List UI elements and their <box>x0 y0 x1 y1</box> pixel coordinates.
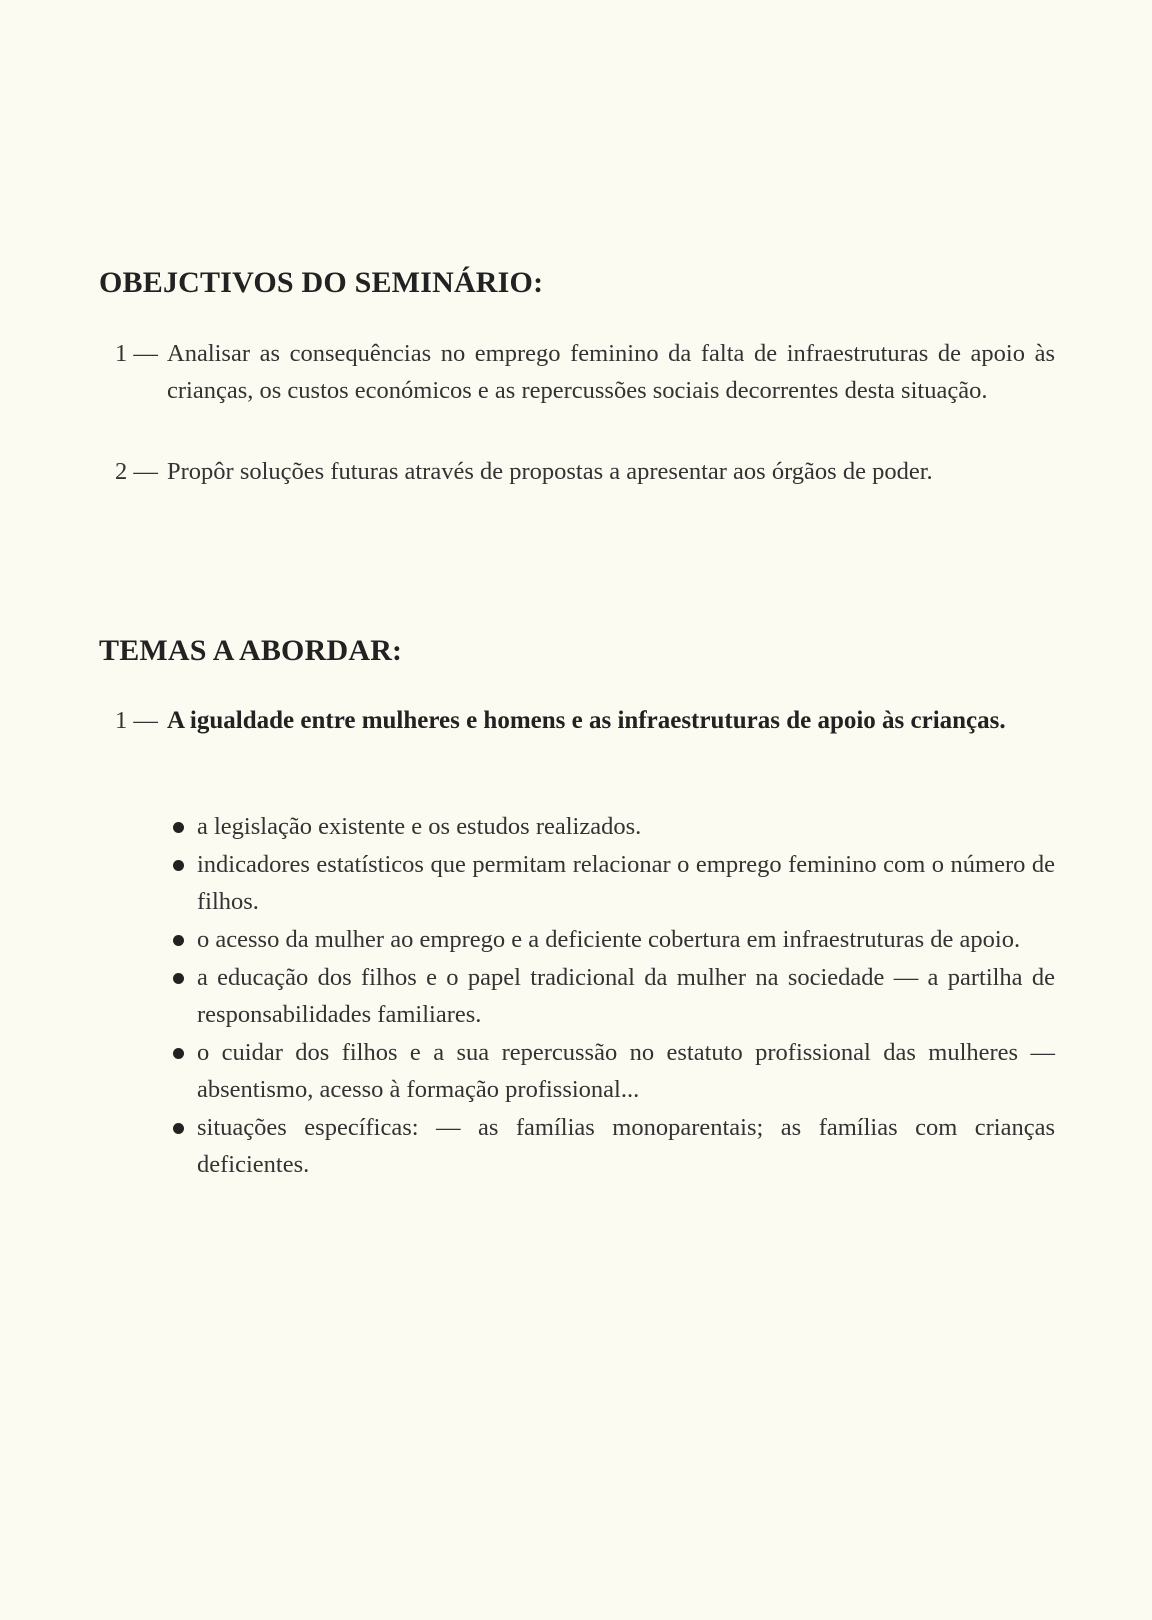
bullet-item <box>170 1109 1055 1183</box>
topic-bullet-list <box>170 808 1055 1184</box>
bullet-dot-icon <box>173 822 184 833</box>
bullet-item <box>170 1034 1055 1108</box>
topic-number: 1 — <box>115 707 158 734</box>
objective-text: Analisar as consequências no emprego feminino da falta de infraestruturas de apoio às crianças, os custos económicos e as repercussões sociais decorrentes desta situação. <box>167 340 1055 404</box>
objective-item <box>115 453 1055 490</box>
topics-heading: TEMAS A ABORDAR: <box>99 634 403 667</box>
bullet-dot-icon <box>173 973 184 984</box>
bullet-item <box>170 921 1055 958</box>
bullet-item <box>170 808 1055 845</box>
objective-number: 2 — <box>115 458 158 485</box>
bullet-text: situações específicas: — as famílias monoparentais; as famílias com crianças deficientes. <box>197 1114 1055 1178</box>
bullet-dot-icon <box>173 860 184 871</box>
bullet-text: o acesso da mulher ao emprego e a deficiente cobertura em infraestruturas de apoio. <box>197 926 1021 953</box>
bullet-item <box>170 959 1055 1033</box>
bullet-item <box>170 846 1055 920</box>
bullet-text: indicadores estatísticos que permitam relacionar o emprego feminino com o número de filhos. <box>197 851 1055 915</box>
objective-number: 1 — <box>115 340 158 367</box>
bullet-dot-icon <box>173 1123 184 1134</box>
bullet-text: o cuidar dos filhos e a sua repercussão no estatuto profissional das mulheres — absentismo, acesso à formação profissional... <box>197 1039 1055 1103</box>
bullet-text: a legislação existente e os estudos realizados. <box>197 813 642 840</box>
bullet-dot-icon <box>173 935 184 946</box>
bullet-text: a educação dos filhos e o papel tradicional da mulher na sociedade — a partilha de responsabilidades familiares. <box>197 964 1055 1028</box>
objectives-heading: OBEJCTIVOS DO SEMINÁRIO: <box>99 266 544 299</box>
bullet-dot-icon <box>173 1048 184 1059</box>
objective-item <box>115 335 1055 409</box>
topic-item <box>115 702 1055 739</box>
objective-text: Propôr soluções futuras através de propostas a apresentar aos órgãos de poder. <box>167 458 933 485</box>
topic-title: A igualdade entre mulheres e homens e as infraestruturas de apoio às crianças. <box>167 707 1006 734</box>
